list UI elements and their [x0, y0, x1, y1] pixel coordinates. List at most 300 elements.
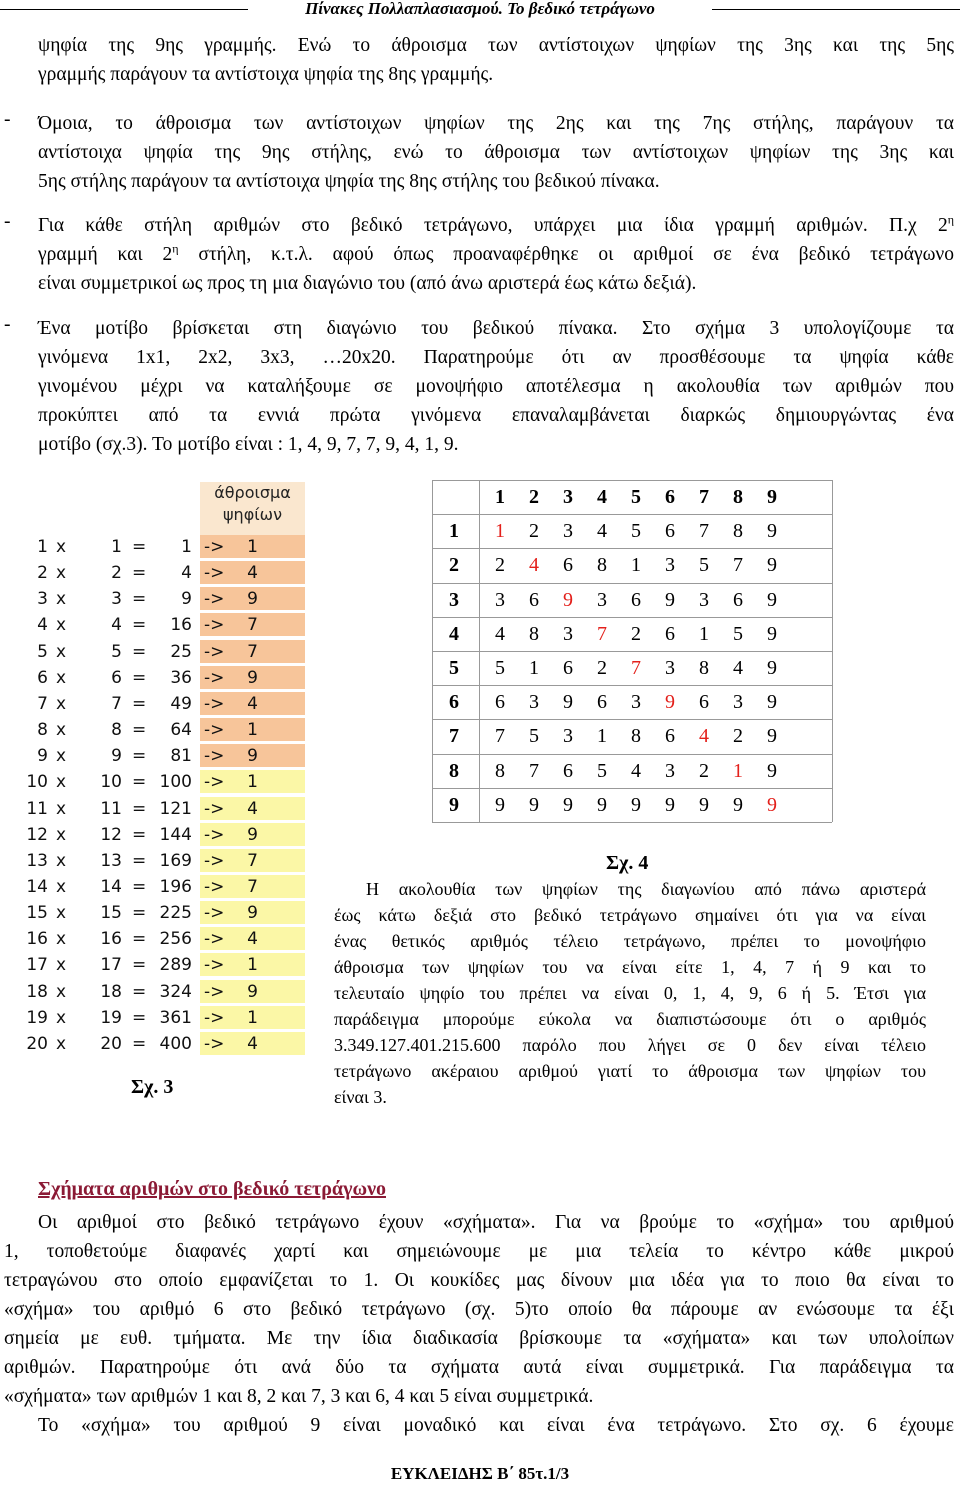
figure-3-n-repeat: 19 [100, 1007, 122, 1028]
figure-3-equals-sign: = [132, 667, 147, 688]
table-cell: 4 [631, 759, 641, 782]
table-cell: 3 [665, 657, 675, 679]
figure-3-square: 1 [181, 537, 192, 557]
figure-3-row [24, 875, 305, 899]
table-cell: 3 [495, 588, 505, 611]
figure-3-n: 8 [37, 720, 48, 741]
table-cell: 2 [699, 759, 709, 782]
figure-3-square: 25 [170, 641, 192, 662]
figure-3-n: 16 [26, 929, 48, 950]
figure-3-n: 2 [37, 563, 48, 584]
figure-3-n-repeat: 4 [111, 615, 122, 636]
figure-3-digit-sum: 7 [247, 876, 258, 897]
superscript: η [172, 241, 179, 256]
table-cell: 9 [665, 793, 675, 816]
figure-3-square: 4 [181, 563, 192, 584]
figure-3-digit-sum: 1 [247, 720, 258, 741]
figure-3-n: 5 [37, 641, 48, 662]
text-line: Οι αριθμοί στο βεδικό τετράγωνο έχουν «σχήματα». Για να βρούμε το «σχήμα» του αριθμού [38, 1212, 954, 1233]
figure-3-times-sign: x [56, 641, 67, 662]
text-line: «σχήμα» του αριθμό 6 στο βεδικό τετράγωνο (σχ. 5)το οποίο θα πάρουμε αν ενώσουμε τα έξι [4, 1299, 954, 1320]
figure-3-equals-sign: = [132, 641, 147, 662]
text-fragment: στήλη, κ.τ.λ. αφού όπως προαναφέρθηκε οι αριθμοί σε ένα βεδικό τετράγωνο [178, 244, 954, 265]
table-row-header-cell: 3 [449, 588, 459, 611]
figure-3-times-sign: x [56, 615, 67, 636]
figure-3-n: 17 [26, 955, 48, 976]
table-cell: 4 [495, 622, 505, 645]
figure-3-times-sign: x [56, 693, 67, 714]
figure-3-n: 7 [37, 693, 48, 714]
figure-3-square: 361 [159, 1007, 192, 1028]
table-cell: 9 [767, 725, 777, 748]
figure-3-n: 18 [26, 981, 48, 1002]
figure-3-n: 9 [37, 746, 48, 767]
figure-3-equals-sign: = [132, 929, 147, 950]
figure-3-n-repeat: 13 [100, 850, 122, 871]
table-cell: 3 [733, 691, 743, 714]
table-cell: 7 [495, 725, 505, 748]
figure-3-digit-sum: 9 [247, 589, 258, 610]
figure-3-digit-sum: 9 [247, 903, 258, 924]
text-line: αντίστοιχα ψηφία της 9ης στήλης, ενώ το άθροισμα των αντίστοιχων ψηφίων της 3ης και [38, 142, 954, 163]
figure-3-arrow: -> [204, 955, 225, 976]
figure-3-arrow: -> [204, 929, 225, 950]
figure-3-equals-sign: = [132, 746, 147, 767]
figure-3-times-sign: x [56, 824, 67, 845]
figure-4-vedic-square [432, 480, 832, 822]
figure-3-times-sign: x [56, 929, 67, 950]
text-line: Όμοια, το άθροισμα των αντίστοιχων ψηφίων της 2ης και της 7ης στήλης, παράγουν τα [38, 113, 954, 134]
figure-3-arrow: -> [204, 563, 225, 584]
figure-3-digit-sum: 1 [247, 1007, 258, 1028]
text-line: άθροισμα των ψηφίων του να είναι είτε 1, 4, 7 ή 9 και το [334, 957, 926, 977]
figure-3-n: 12 [26, 824, 48, 845]
figure-3-times-sign: x [56, 563, 67, 584]
figure-3-times-sign: x [56, 798, 67, 819]
figure-3-row [24, 640, 305, 664]
table-cell: 9 [767, 793, 777, 816]
figure-3-square: 196 [159, 876, 192, 897]
figure-3-row [24, 1006, 305, 1030]
figure-3-square: 289 [159, 955, 192, 976]
table-cell: 3 [563, 520, 573, 543]
figure-3-equals-sign: = [132, 693, 147, 714]
table-cell: 9 [767, 554, 777, 577]
figure-3-times-sign: x [56, 667, 67, 688]
figure-3-square: 49 [170, 693, 192, 714]
table-cell: 9 [699, 793, 709, 816]
table-cell: 8 [495, 759, 505, 782]
figure-3-times-sign: x [56, 720, 67, 741]
figure-3-arrow: -> [204, 641, 225, 662]
figure-3-square: 144 [159, 824, 192, 845]
table-cell: 6 [665, 622, 675, 645]
figure-3-arrow: -> [204, 1007, 225, 1028]
table-cell: 9 [563, 691, 573, 714]
figure-3-digit-sum: 9 [247, 667, 258, 688]
table-cell: 9 [495, 793, 505, 816]
table-header-cell: 6 [665, 486, 675, 508]
figure-3-n-repeat: 20 [100, 1033, 122, 1054]
table-cell: 1 [597, 725, 607, 748]
figure-3-arrow: -> [204, 720, 225, 741]
table-cell: 9 [529, 793, 539, 816]
figure-3-arrow: -> [204, 615, 225, 636]
figure-3-row [24, 613, 305, 637]
table-cell: 3 [597, 588, 607, 611]
table-cell: 9 [767, 520, 777, 543]
figure-3-n: 19 [26, 1007, 48, 1028]
table-row-header-cell: 9 [449, 793, 459, 816]
figure-3-n: 6 [37, 667, 48, 688]
figure-3-n-repeat: 16 [100, 929, 122, 950]
text-line: είναι 3. [334, 1087, 387, 1107]
figure-3-arrow: -> [204, 824, 225, 845]
figure-3-equals-sign: = [132, 798, 147, 819]
table-cell: 7 [699, 520, 709, 543]
table-cell: 9 [563, 588, 573, 611]
figure-3-n-repeat: 10 [100, 772, 122, 793]
figure-3-square: 256 [159, 929, 192, 950]
table-cell: 9 [665, 691, 675, 714]
text-line: αριθμών. Παρατηρούμε ότι ανά δύο τα σχήματα αυτά είναι συμμετρικά. Για παράδειγμα τα [4, 1357, 954, 1378]
figure-3-arrow: -> [204, 981, 225, 1002]
table-cell: 2 [733, 725, 743, 748]
bullet-dash: - [4, 109, 11, 130]
figure-3-row [24, 535, 305, 559]
figure-3-arrow: -> [204, 589, 225, 610]
table-cell: 4 [529, 554, 539, 577]
text-line: Το «σχήμα» του αριθμού 9 είναι μοναδικό και είναι ένα τετράγωνο. Στο σχ. 6 έχουμε [38, 1415, 954, 1436]
figure-3-row [24, 797, 305, 821]
table-row-header-cell: 2 [449, 554, 459, 577]
text-line: τελευταίο ψηφίο του πρέπει να είναι 0, 1, 4, 9, 6 ή 5. Έτσι για [334, 983, 926, 1003]
table-cell: 2 [597, 657, 607, 679]
figure-3-row [24, 744, 305, 768]
figure-3-n-repeat: 7 [111, 693, 122, 714]
figure-3-digit-sum: 4 [247, 1033, 258, 1054]
figure-3-n: 1 [37, 537, 48, 557]
table-cell: 6 [563, 554, 573, 577]
figure-3-square: 9 [181, 589, 192, 610]
figure-3-row [24, 770, 305, 794]
table-header-cell: 7 [699, 486, 709, 508]
table-cell: 4 [733, 657, 743, 679]
table-cell: 2 [631, 622, 641, 645]
table-cell: 9 [665, 588, 675, 611]
figure-3-digit-sum: 4 [247, 693, 258, 714]
text-line: 3.349.127.401.215.600 παρόλο που λήγει σε 0 δεν είναι τέλειο [334, 1035, 926, 1055]
table-cell: 9 [597, 793, 607, 816]
figure-3-times-sign: x [56, 1033, 67, 1054]
table-cell: 9 [631, 793, 641, 816]
figure-3-times-sign: x [56, 955, 67, 976]
figure-3-times-sign: x [56, 981, 67, 1002]
table-header-cell: 5 [631, 486, 641, 508]
figure-3-arrow: -> [204, 693, 225, 714]
table-header-cell: 9 [767, 486, 777, 508]
table-cell: 3 [529, 691, 539, 714]
text-line: γινόμενα 1x1, 2x2, 3x3, …20x20. Παρατηρούμε ότι αν προσθέσουμε τα ψηφία κάθε [38, 347, 954, 368]
text-line: 5ης στήλης παράγουν τα αντίστοιχα ψηφία της 8ης στήλης του βεδικού πίνακα. [38, 171, 660, 192]
figure-3-square: 121 [159, 798, 192, 819]
table-row-header-cell: 5 [449, 657, 459, 679]
figure-3-squares-table [24, 482, 305, 1058]
text-line: ψηφία της 9ης γραμμής. Ενώ το άθροισμα των αντίστοιχων ψηφίων της 3ης και της 5ης [38, 35, 954, 56]
table-cell: 2 [529, 520, 539, 543]
text-line: προκύπτει από τα εννιά πρώτα γινόμενα επαναλαμβάνεται διαρκώς δημιουργώντας ένα [38, 405, 954, 426]
figure-3-digit-sum: 4 [247, 929, 258, 950]
figure-3-n: 11 [26, 798, 48, 819]
figure-3-row [24, 561, 305, 585]
figure-3-header-line: ψηφίων [223, 505, 282, 524]
figure-3-n-repeat: 9 [111, 746, 122, 767]
intro-paragraph [38, 31, 954, 89]
figure-3-n-repeat: 15 [100, 903, 122, 924]
figure-3-digit-sum: 4 [247, 798, 258, 819]
figure-3-equals-sign: = [132, 537, 147, 557]
figure-3-equals-sign: = [132, 824, 147, 845]
figure-3-n-repeat: 17 [100, 955, 122, 976]
grid-line [832, 480, 833, 822]
header-rule-left [0, 9, 248, 10]
table-cell: 7 [631, 657, 641, 679]
grid-line [479, 480, 480, 822]
table-cell: 1 [733, 759, 743, 782]
figure-3-square: 16 [170, 615, 192, 636]
text-line: παράδειγμα μπορούμε εύκολα να διαπιστώσουμε ότι ο αριθμός [334, 1009, 926, 1029]
figure-3-arrow: -> [204, 903, 225, 924]
figure-3-square: 400 [159, 1033, 192, 1054]
table-cell: 9 [733, 793, 743, 816]
figure-3-square: 225 [159, 903, 192, 924]
figure-3-digit-sum: 1 [247, 955, 258, 976]
table-cell: 9 [563, 793, 573, 816]
grid-line [432, 822, 832, 823]
figure-3-digit-sum: 9 [247, 981, 258, 1002]
figure-3-square: 169 [159, 850, 192, 871]
figure-3-n-repeat: 5 [111, 641, 122, 662]
text-line: γινομένου μέχρι να καταλήξουμε σε μονοψήφιο αποτέλεσμα η ακολουθία των αριθμών που [38, 376, 954, 397]
figure-3-row [24, 980, 305, 1004]
text-line: ένας θετικός αριθμός τέλειο τετράγωνο, πρέπει το μονοψήφιο [334, 931, 926, 951]
text-line: τετράγωνο ακέραιου αριθμού γιατί το άθροισμα των ψηφίων του [334, 1061, 926, 1081]
table-cell: 6 [665, 520, 675, 543]
figure-3-square: 100 [159, 772, 192, 793]
figure-3-n-repeat: 8 [111, 720, 122, 741]
figure-3-row [24, 692, 305, 716]
figure-3-header-line: άθροισμα [214, 483, 291, 502]
figure-3-digit-sum: 9 [247, 746, 258, 767]
figure-3-times-sign: x [56, 903, 67, 924]
table-row-header-cell: 6 [449, 691, 459, 714]
table-cell: 1 [631, 554, 641, 577]
figure-3-arrow: -> [204, 1033, 225, 1054]
text-line [38, 240, 954, 269]
table-cell: 9 [767, 691, 777, 714]
text-line: σημεία με ευθ. τμήματα. Με την ίδια διαδικασία βρίσκουμε τα «σχήματα» και των υπολοίπων [4, 1328, 954, 1349]
figure-3-equals-sign: = [132, 955, 147, 976]
table-cell: 3 [631, 691, 641, 714]
table-cell: 3 [563, 622, 573, 645]
text-line: έως κάτω δεξιά στο βεδικό τετράγωνο σημαίνει ότι για να είναι [334, 905, 926, 925]
table-cell: 7 [529, 759, 539, 782]
figure-3-times-sign: x [56, 1007, 67, 1028]
table-cell: 6 [631, 588, 641, 611]
figure-3-equals-sign: = [132, 615, 147, 636]
text-line: γραμμής παράγουν τα αντίστοιχα ψηφία της 8ης γραμμής. [38, 64, 494, 85]
figure-3-n-repeat: 3 [111, 589, 122, 610]
table-row-header-cell: 1 [449, 520, 459, 543]
table-cell: 1 [529, 657, 539, 679]
figure-3-times-sign: x [56, 537, 67, 557]
text-line: Ένα μοτίβο βρίσκεται στη διαγώνιο του βεδικού πίνακα. Στο σχήμα 3 υπολογίζουμε τα [38, 318, 954, 339]
table-cell: 1 [699, 622, 709, 645]
header-rule-right [712, 9, 960, 10]
table-cell: 3 [699, 588, 709, 611]
table-cell: 5 [529, 725, 539, 748]
figure-3-digit-sum: 7 [247, 615, 258, 636]
table-cell: 6 [699, 691, 709, 714]
figure-3-equals-sign: = [132, 720, 147, 741]
section-paragraph [4, 1208, 954, 1440]
figure-3-n: 20 [26, 1033, 48, 1054]
figure-3-row [24, 587, 305, 611]
figure-3-square: 81 [170, 746, 192, 767]
text-line: μοτίβο (σχ.3). Το μοτίβο είναι : 1, 4, 9, 7, 7, 9, 4, 1, 9. [38, 434, 459, 455]
figure-3-n: 13 [26, 850, 48, 871]
figure-3-digit-sum: 1 [247, 537, 258, 557]
figure-3-row [24, 1032, 305, 1056]
table-row-header-cell: 4 [449, 622, 459, 645]
figure-3-n-repeat: 14 [100, 876, 122, 897]
figure-3-equals-sign: = [132, 981, 147, 1002]
figure-3-digit-sum: 1 [247, 772, 258, 793]
figure-3-n-repeat: 2 [111, 563, 122, 584]
grid-line [432, 480, 433, 822]
figure-3-equals-sign: = [132, 589, 147, 610]
figure-3-n: 14 [26, 876, 48, 897]
bullet-1-paragraph [38, 109, 954, 196]
figure-3-equals-sign: = [132, 563, 147, 584]
figure-4-caption: Σχ. 4 [606, 852, 649, 874]
figure-3-times-sign: x [56, 589, 67, 610]
figure-3-equals-sign: = [132, 876, 147, 897]
table-header-cell: 8 [733, 486, 743, 508]
figure-3-header [200, 482, 305, 535]
figure-3-digit-sum: 7 [247, 850, 258, 871]
table-cell: 6 [563, 759, 573, 782]
table-cell: 4 [597, 520, 607, 543]
table-cell: 3 [665, 554, 675, 577]
bullet-2-paragraph [38, 211, 954, 298]
figure-3-digit-sum: 4 [247, 563, 258, 584]
text-fragment: γραμμή και 2 [38, 244, 173, 265]
text-fragment: Για κάθε στήλη αριθμών στο βεδικό τετράγωνο, υπάρχει μια ίδια γραμμή αριθμών. Π.χ 2 [38, 215, 948, 236]
table-cell: 3 [665, 759, 675, 782]
figure-3-n: 3 [37, 589, 48, 610]
table-cell: 8 [733, 520, 743, 543]
table-cell: 6 [597, 691, 607, 714]
table-cell: 1 [495, 520, 505, 543]
figure-3-arrow: -> [204, 772, 225, 793]
page-header [0, 0, 960, 22]
text-line: «σχήματα» των αριθμών 1 και 8, 2 και 7, 3 και 6, 4 και 5 είναι συμμετρικά. [4, 1386, 594, 1407]
figure-3-square: 64 [170, 720, 192, 741]
figure-3-equals-sign: = [132, 903, 147, 924]
table-cell: 9 [767, 588, 777, 611]
table-row-header-cell: 7 [449, 725, 459, 748]
figure-3-equals-sign: = [132, 1033, 147, 1054]
figure-3-arrow: -> [204, 667, 225, 688]
figure-3-row [24, 901, 305, 925]
figure-3-square: 324 [159, 981, 192, 1002]
table-cell: 6 [665, 725, 675, 748]
figure-3-digit-sum: 9 [247, 824, 258, 845]
section-title: Σχήματα αριθμών στο βεδικό τετράγωνο [38, 1178, 386, 1200]
table-cell: 9 [767, 622, 777, 645]
figure-3-n-repeat: 11 [100, 798, 122, 819]
figure-3-arrow: -> [204, 850, 225, 871]
figure-3-n: 15 [26, 903, 48, 924]
figure-3-digit-sum: 7 [247, 641, 258, 662]
figure-3-square: 36 [170, 667, 192, 688]
table-cell: 6 [563, 657, 573, 679]
figure-3-row [24, 823, 305, 847]
table-cell: 8 [699, 657, 709, 679]
page-footer: ΕΥΚΛΕΙΔΗΣ Β΄ 85τ.1/3 [390, 1464, 570, 1483]
figure-3-row [24, 666, 305, 690]
figure-3-row [24, 927, 305, 951]
table-cell: 3 [563, 725, 573, 748]
table-cell: 8 [597, 554, 607, 577]
figure-3-n-repeat: 18 [100, 981, 122, 1002]
figure-3-arrow: -> [204, 746, 225, 767]
table-cell: 2 [495, 554, 505, 577]
superscript: η [947, 212, 954, 227]
figure-3-times-sign: x [56, 772, 67, 793]
bullet-dash: - [4, 211, 11, 232]
figure-3-arrow: -> [204, 537, 225, 557]
table-header-cell: 3 [563, 486, 573, 508]
table-cell: 4 [699, 725, 709, 748]
table-cell: 7 [733, 554, 743, 577]
figure-3-times-sign: x [56, 876, 67, 897]
table-cell: 8 [529, 622, 539, 645]
figure-3-arrow: -> [204, 876, 225, 897]
text-line: Η ακολουθία των ψηφίων της διαγωνίου από πάνω αριστερά [366, 879, 926, 899]
table-header-cell: 4 [597, 486, 607, 508]
figure-3-times-sign: x [56, 746, 67, 767]
table-cell: 9 [767, 657, 777, 679]
figure-3-equals-sign: = [132, 772, 147, 793]
figure-4-explanation [334, 876, 926, 1110]
text-line: είναι συμμετρικοί ως προς τη μια διαγώνιο του (από άνω αριστερά έως κάτω δεξιά). [38, 273, 697, 294]
bullet-dash: - [4, 314, 11, 335]
figure-3-row [24, 953, 305, 977]
table-header-cell: 1 [495, 486, 505, 508]
table-cell: 5 [597, 759, 607, 782]
table-cell: 5 [699, 554, 709, 577]
table-header-cell: 2 [529, 486, 539, 508]
figure-3-n-repeat: 6 [111, 667, 122, 688]
table-cell: 6 [529, 588, 539, 611]
table-cell: 6 [733, 588, 743, 611]
table-cell: 5 [733, 622, 743, 645]
figure-3-n: 4 [37, 615, 48, 636]
table-cell: 5 [495, 657, 505, 679]
table-cell: 5 [631, 520, 641, 543]
